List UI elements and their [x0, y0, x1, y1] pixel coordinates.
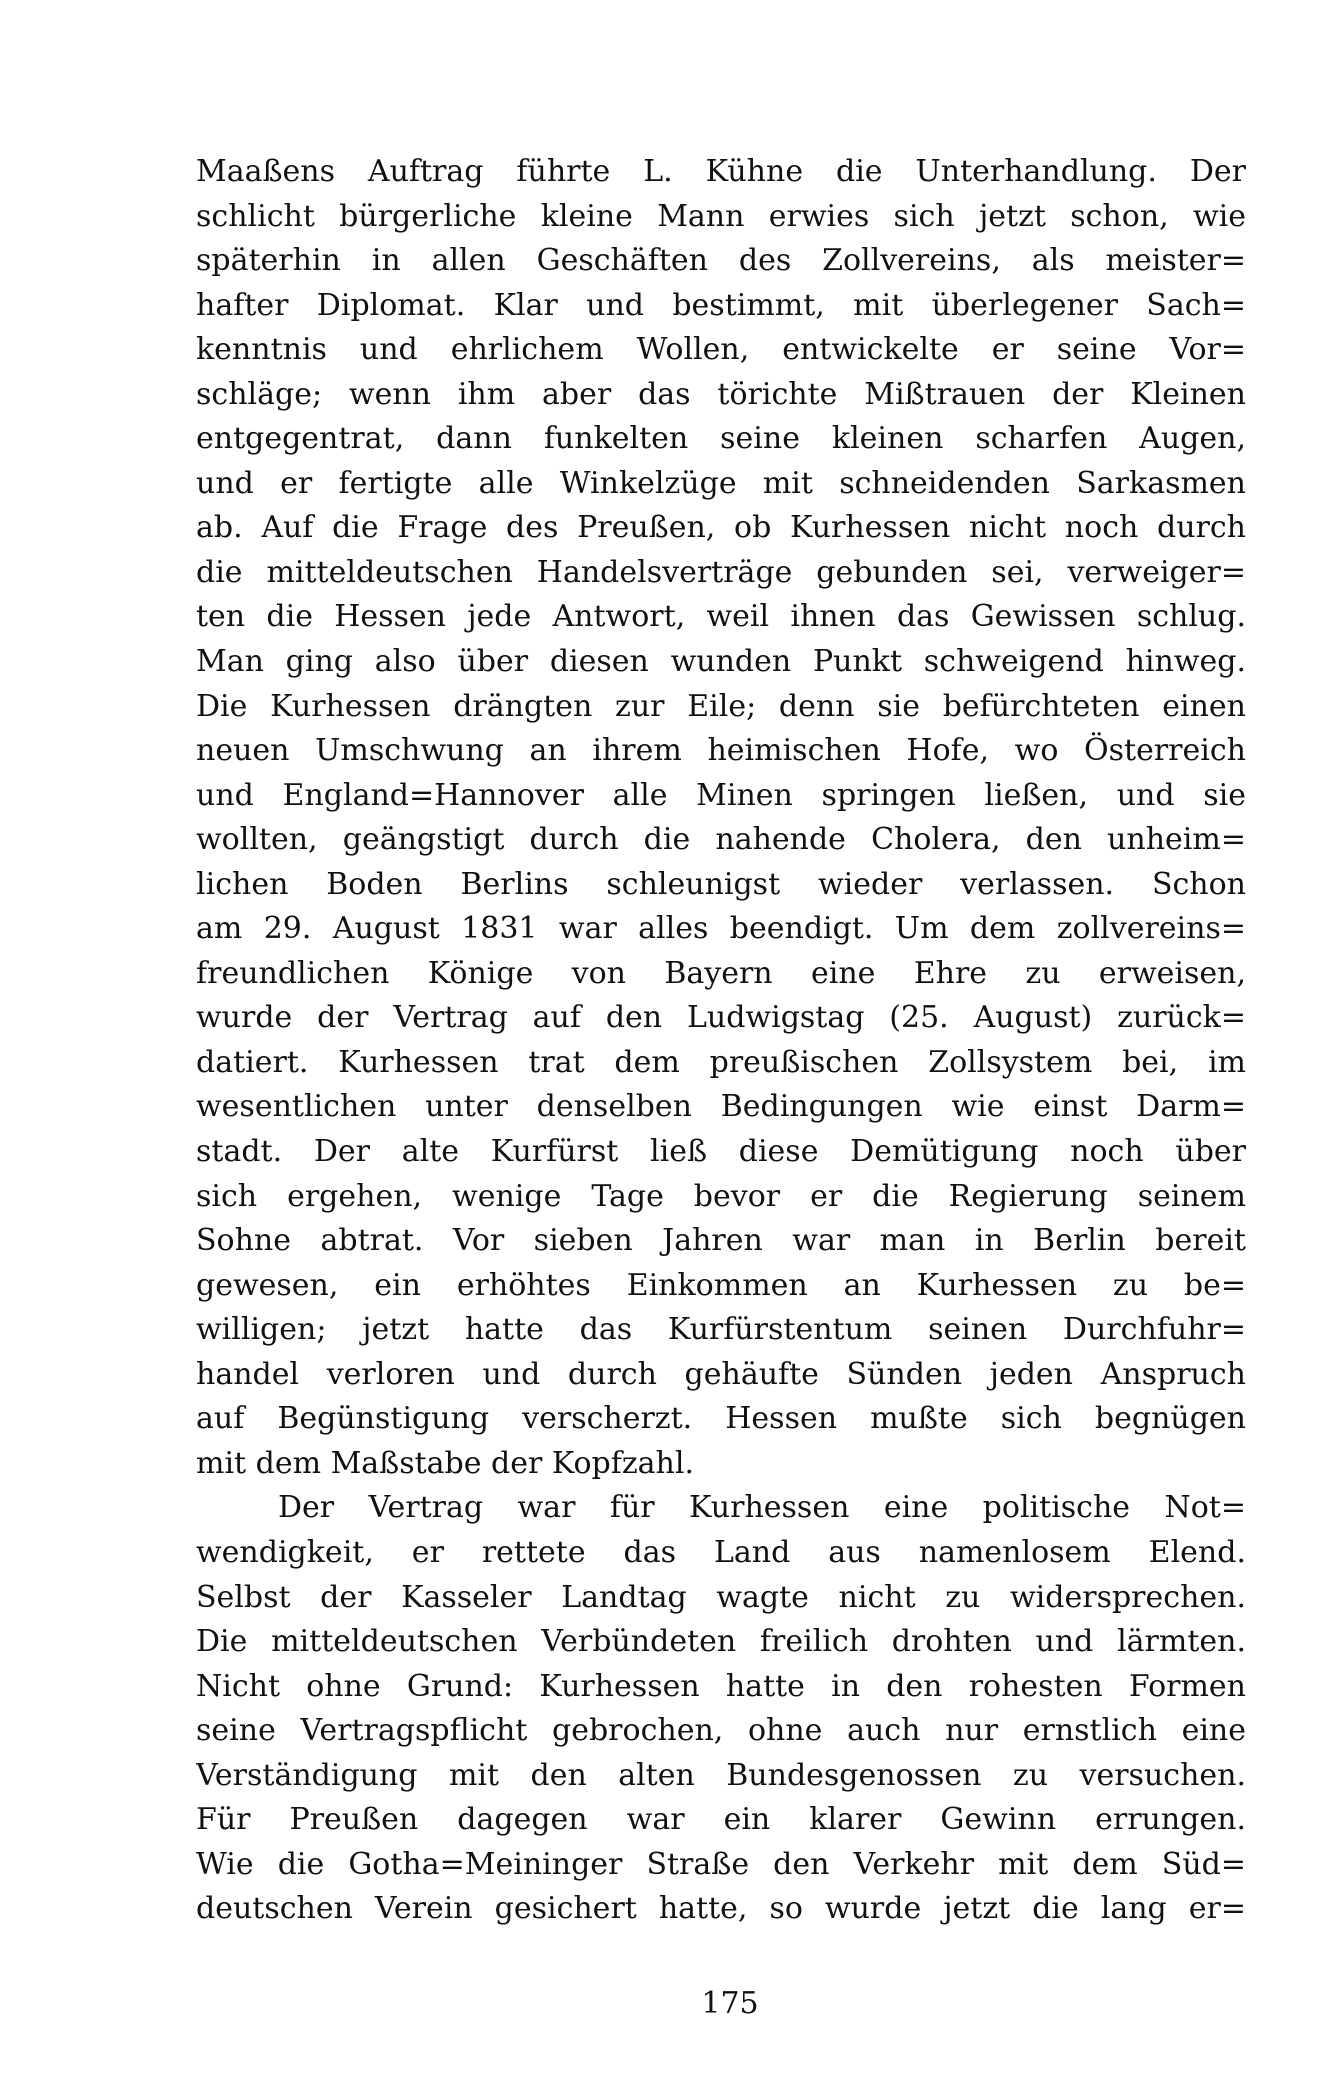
text-line: handel verloren und durch gehäufte Sünden jeden Anspruch	[196, 1356, 1246, 1392]
text-line: wesentlichen unter denselben Bedingungen wie einst Darm=	[196, 1089, 1246, 1125]
text-line: freundlichen Könige von Bayern eine Ehre zu erweisen,	[196, 955, 1246, 991]
text-line: und er fertigte alle Winkelzüge mit schneidenden Sarkasmen	[196, 465, 1246, 501]
text-line: lichen Boden Berlins schleunigst wieder verlassen. Schon	[196, 866, 1246, 902]
text-line: entgegentrat, dann funkelten seine kleinen scharfen Augen,	[196, 421, 1246, 457]
text-line: späterhin in allen Geschäften des Zollvereins, als meister=	[196, 243, 1246, 279]
text-line: die mitteldeutschen Handelsverträge gebunden sei, verweiger=	[196, 554, 1246, 590]
text-line: Verständigung mit den alten Bundesgenossen zu versuchen.	[196, 1757, 1246, 1793]
text-line: willigen; jetzt hatte das Kurfürstentum seinen Durchfuhr=	[196, 1312, 1246, 1348]
text-line: datiert. Kurhessen trat dem preußischen Zollsystem bei, im	[196, 1044, 1246, 1080]
text-line: am 29. August 1831 war alles beendigt. Um dem zollvereins=	[196, 911, 1246, 947]
text-line: gewesen, ein erhöhtes Einkommen an Kurhessen zu be=	[196, 1267, 1246, 1303]
text-line: Man ging also über diesen wunden Punkt schweigend hinweg.	[196, 644, 1246, 680]
text-line: stadt. Der alte Kurfürst ließ diese Demütigung noch über	[196, 1134, 1246, 1170]
text-line: auf Begünstigung verscherzt. Hessen mußte sich begnügen	[196, 1401, 1246, 1437]
text-line: Der Vertrag war für Kurhessen eine politische Not=	[278, 1490, 1246, 1526]
text-line: wendigkeit, er rettete das Land aus namenlosem Elend.	[196, 1534, 1246, 1570]
page-number: 175	[701, 1986, 759, 2021]
text-line: wurde der Vertrag auf den Ludwigstag (25. August) zurück=	[196, 1000, 1246, 1036]
text-line: mit dem Maßstabe der Kopfzahl.	[196, 1445, 695, 1481]
text-line: wollten, geängstigt durch die nahende Cholera, den unheim=	[196, 822, 1246, 858]
text-line: schlicht bürgerliche kleine Mann erwies sich jetzt schon, wie	[196, 198, 1246, 234]
paragraph	[196, 150, 1246, 1486]
text-line: sich ergehen, wenige Tage bevor er die Regierung seinem	[196, 1178, 1246, 1214]
text-line: kenntnis und ehrlichem Wollen, entwickelte er seine Vor=	[196, 332, 1246, 368]
text-line: Selbst der Kasseler Landtag wagte nicht zu widersprechen.	[196, 1579, 1246, 1615]
text-line: Wie die Gotha=Meininger Straße den Verkehr mit dem Süd=	[196, 1846, 1246, 1882]
text-line: ab. Auf die Frage des Preußen, ob Kurhessen nicht noch durch	[196, 510, 1246, 546]
text-line: seine Vertragspflicht gebrochen, ohne auch nur ernstlich eine	[196, 1713, 1246, 1749]
text-line: Nicht ohne Grund: Kurhessen hatte in den rohesten Formen	[196, 1668, 1246, 1704]
text-line: Für Preußen dagegen war ein klarer Gewinn errungen.	[196, 1802, 1246, 1838]
text-line: und England=Hannover alle Minen springen ließen, und sie	[196, 777, 1246, 813]
text-line: Die Kurhessen drängten zur Eile; denn sie befürchteten einen	[196, 688, 1246, 724]
body-text	[196, 150, 1246, 1932]
text-line: schläge; wenn ihm aber das törichte Mißtrauen der Kleinen	[196, 376, 1246, 412]
text-line: Sohne abtrat. Vor sieben Jahren war man in Berlin bereit	[196, 1223, 1246, 1259]
text-line: ten die Hessen jede Antwort, weil ihnen das Gewissen schlug.	[196, 599, 1246, 635]
text-line: neuen Umschwung an ihrem heimischen Hofe, wo Österreich	[196, 733, 1246, 769]
text-line: Die mitteldeutschen Verbündeten freilich drohten und lärmten.	[196, 1624, 1246, 1660]
paragraph	[196, 1486, 1246, 1931]
text-line: hafter Diplomat. Klar und bestimmt, mit überlegener Sach=	[196, 287, 1246, 323]
text-line: Maaßens Auftrag führte L. Kühne die Unterhandlung. Der	[196, 154, 1246, 189]
text-line: deutschen Verein gesichert hatte, so wurde jetzt die lang er=	[196, 1891, 1246, 1927]
